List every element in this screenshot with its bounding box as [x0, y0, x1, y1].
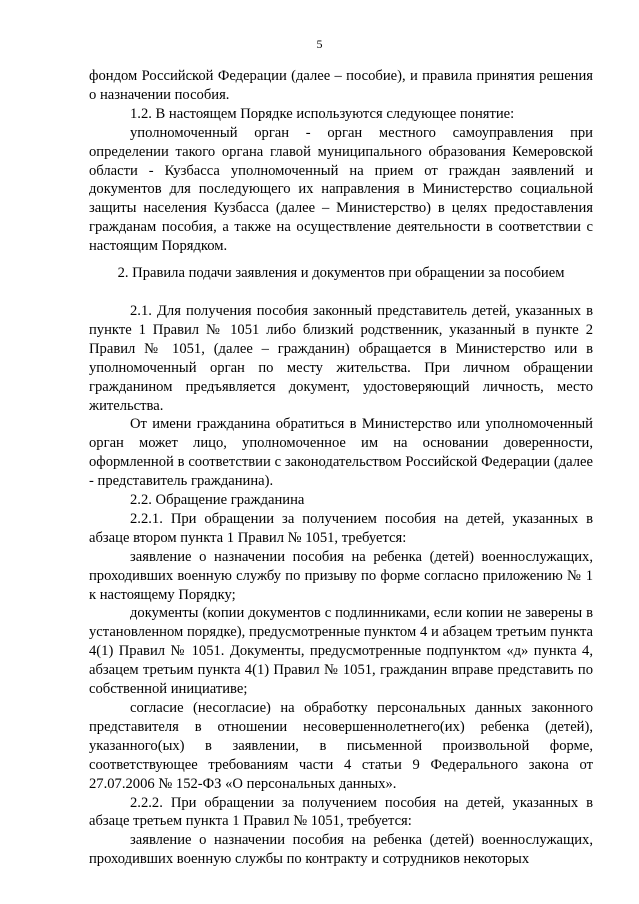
page-number: 5 — [316, 37, 323, 51]
paragraph: фондом Российской Федерации (далее – пособие), и правила принятия решения о назначении пособия. — [89, 68, 593, 103]
paragraph: 2.2. Обращение гражданина — [130, 492, 305, 509]
paragraph: 1.2. В настоящем Порядке используются следующее понятие: — [130, 105, 515, 122]
paragraph: От имени гражданина обратиться в Министерство или уполномоченный орган может лицо, уполномоченное им на основании доверенности, оформленной в соответствии с законодательством Российской Федерации (далее - представитель гражданина). — [89, 416, 593, 490]
paragraph: 2.1. Для получения пособия законный представитель детей, указанных в пункте 1 Правил № 1051 либо близкий родственник, указанный в пункте 2 Правил № 1051, (далее – гражданин) обращается в Министерство или в уполномоченный орган по месту жительства. При личном обращении гражданином предъявляется документ, удостоверяющий личность, место жительства. — [89, 302, 593, 414]
paragraph: документы (копии документов с подлинниками, если копии не заверены в установленном порядке), предусмотренные пунктом 4 и абзацем третьим пункта 4(1) Правил № 1051. Документы, предусмотренные подпунктом «д» пункта 4, абзацем третьим пункта 4(1) Правил № 1051, гражданин вправе представить по собственной инициативе; — [89, 605, 593, 698]
section-heading: 2. Правила подачи заявления и документов при обращении за пособием — [117, 265, 565, 282]
paragraph: 2.2.2. При обращении за получением пособия на детей, указанных в абзаце третьем пункта 1 Правил № 1051, требуется: — [89, 794, 593, 830]
paragraph: 2.2.1. При обращении за получением пособия на детей, указанных в абзаце втором пункта 1 Правил № 1051, требуется: — [89, 510, 593, 546]
document-body — [89, 67, 593, 869]
paragraph: уполномоченный орган - орган местного самоуправления при определении такого органа главой муниципального образования Кемеровской области - Кузбасса уполномоченный на прием от граждан заявлений и документов для последующего их направления в Министерство социальной защиты населения Кузбасса (далее – Министерство) в целях предоставления гражданам пособия, а также на осуществление деятельности в соответствии с настоящим Порядком. — [89, 124, 593, 255]
paragraph: согласие (несогласие) на обработку персональных данных законного представителя в отношении несовершеннолетнего(их) ребенка (детей), указанного(ых) в заявлении, в письменной произвольной форме, соответствующее требованиям части 4 статьи 9 Федерального закона от 27.07.2006 № 152-ФЗ «О персональных данных». — [89, 700, 593, 792]
paragraph: заявление о назначении пособия на ребенка (детей) военнослужащих, проходивших военную службы по контракту и сотрудников некоторых — [89, 832, 593, 868]
paragraph: заявление о назначении пособия на ребенка (детей) военнослужащих, проходивших военную службу по призыву по форме согласно приложению № 1 к настоящему Порядку; — [89, 548, 593, 603]
